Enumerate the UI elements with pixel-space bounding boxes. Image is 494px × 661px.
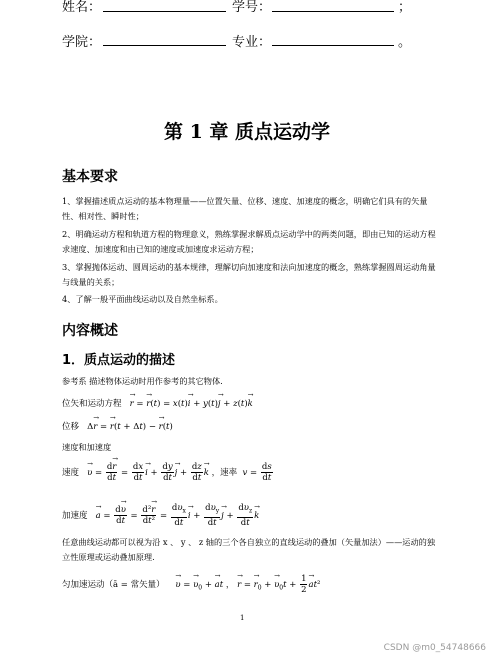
requirement-item-2: 2、明确运动方程和轨道方程的物理意义，熟练掌握求解质点运动学中的两类问题，即由已知的运动方程求速度、加速度和由已知的速度或加速度求运动方程； — [62, 229, 436, 254]
row2-end-mark: 。 — [398, 35, 412, 50]
requirement-item-4: 4、了解一般平面曲线运动以及自然坐标系。 — [62, 294, 223, 304]
chapter-title: 第 1 章 质点运动学 — [163, 121, 331, 143]
position-label: 位矢和运动方程 — [62, 399, 122, 409]
acceleration-equation: 加速度 → a = $\frac{d\to \upsilon}{dt}$ = $\frac{\text{d²→ r}}{\text{dt²}}$ = $\frac{d\upsilon_x}{dt}$ → i + $\frac{d\upsilon_y}{dt}$ → j + $\frac{d\upsilon_z}{dt}$ → k — [62, 503, 259, 528]
displacement-label: 位移 — [62, 422, 80, 432]
major-label: 专业： — [232, 35, 272, 50]
superposition-text: 任意曲线运动都可以视为沿 x 、 y 、 z 轴的三个各自独立的直线运动的叠加（矢量加法）——运动的独立性原理或运动叠加原理. — [62, 537, 436, 562]
name-label: 姓名： — [62, 0, 102, 15]
college-underline — [103, 45, 226, 46]
section-title: 1．质点运动的描述 — [62, 353, 176, 368]
requirement-item-3: 3、掌握抛体运动、圆周运动的基本规律，理解切向加速度和法向加速度的概念，熟练掌握圆周运动角量与线量的关系； — [62, 262, 436, 287]
velocity-label: 速度 — [62, 468, 80, 478]
position-equation: 位矢和运动方程 → r = → r(t) = x(t)→ i + y(t)→ j + z(t)→ k — [62, 397, 253, 409]
name-underline — [103, 11, 226, 12]
major-underline — [272, 45, 394, 46]
college-label: 学院： — [62, 35, 102, 50]
speed-label: ，速率 — [211, 468, 238, 478]
basic-requirements-heading: 基本要求 — [62, 169, 118, 185]
requirement-item-1: 1、掌握描述质点运动的基本物理量——位置矢量、位移、速度、加速度的概念，明确它们具有的矢量性、相对性、瞬时性； — [62, 196, 428, 221]
acceleration-label: 加速度 — [62, 510, 88, 521]
student-id-label: 学号： — [232, 0, 272, 15]
uniform-acceleration-equation: 匀加速运动（ā = 常矢量） → υ = → $\upsilon_0$ + → at ， → r = → $r_0$ + → $\upsilon_0t$ + $\frac{1}{2}$ → at² — [62, 574, 320, 595]
student-id-underline — [272, 11, 394, 12]
displacement-equation: 位移 Δ→ r = → r(t + Δt) − → r(t) — [62, 420, 173, 432]
row1-end-mark: ； — [398, 0, 412, 15]
overview-heading: 内容概述 — [62, 323, 118, 339]
page-number: 1 — [240, 614, 245, 622]
velocity-acceleration-heading: 速度和加速度 — [62, 442, 112, 452]
uniform-acc-label: 匀加速运动（ā = 常矢量） — [62, 580, 165, 590]
reference-frame-text: 参考系 描述物体运动时用作参考的其它物体. — [62, 376, 223, 386]
watermark: CSDN @m0_54748666 — [383, 643, 486, 653]
velocity-equation: 速度 → υ = $\frac{d\to r}{dt}$ = $\frac{dx}{dt}$ → i + $\frac{dy}{dt}$ → j + $\frac{dz}{dt}$ → k ，速率 v = $\frac{ds}{dt}$ — [62, 462, 274, 483]
